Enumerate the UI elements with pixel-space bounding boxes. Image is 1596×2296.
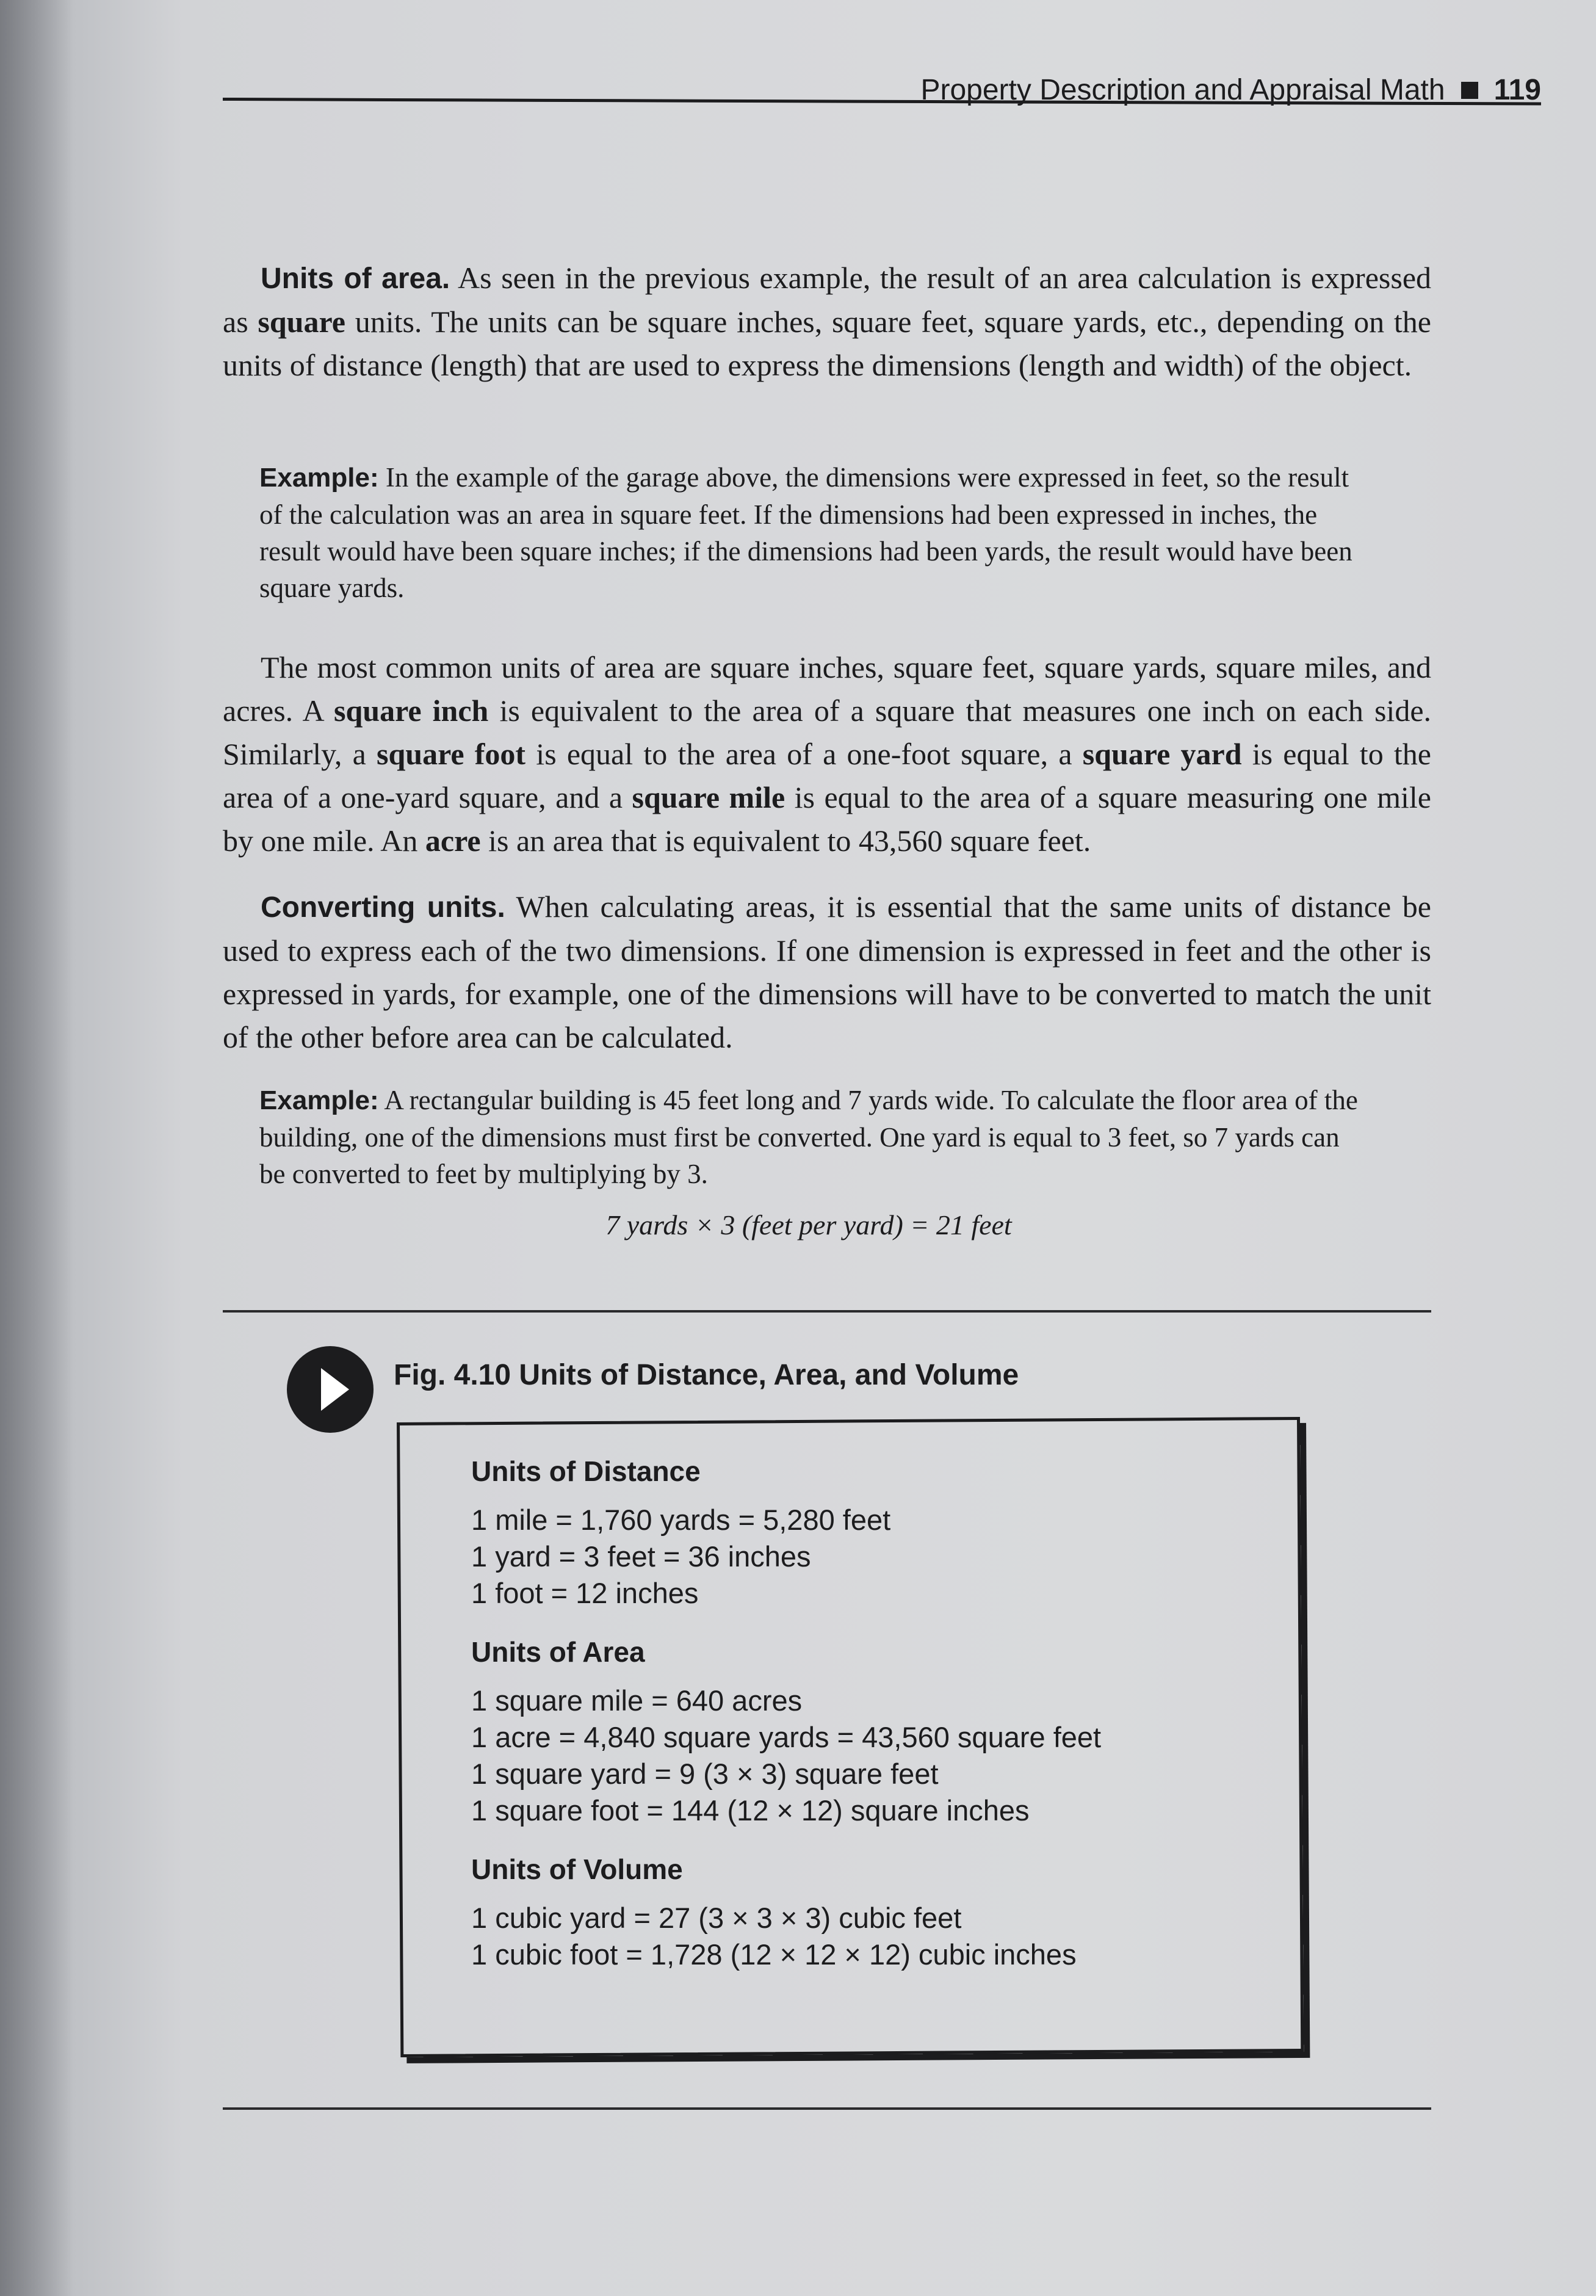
square-bullet-icon <box>1461 82 1478 99</box>
example-text: A rectangular building is 45 feet long and 7 yards wide. To calculate the floor area of the building, one of the dimensions must first be converted. One yard is equal to 3 feet, so 7 yards can be converted to feet by multiplying by 3. <box>259 1085 1358 1189</box>
conversion-line: 1 acre = 4,840 square yards = 43,560 square feet <box>471 1721 1102 1753</box>
conversion-line: 1 foot = 12 inches <box>471 1577 699 1609</box>
converting-units-heading: Converting units. <box>261 891 505 924</box>
common-units-paragraph <box>223 646 1431 863</box>
running-header <box>920 73 1541 107</box>
units-of-area-heading: Units of area. <box>261 263 450 295</box>
section-divider <box>223 1310 1431 1313</box>
paragraph-text: is equivalent to the area of a square that measures one inch on each side. Similarly, a <box>223 694 1432 771</box>
term-square-mile: square mile <box>632 780 785 814</box>
bottom-divider <box>223 2107 1431 2110</box>
paragraph-text: is equal to the area of a one-foot square, a <box>525 737 1083 771</box>
units-of-area-paragraph <box>223 256 1431 387</box>
section-heading: Units of Distance <box>471 1455 701 1487</box>
conversion-formula: 7 yards × 3 (feet per yard) = 21 feet <box>605 1209 1012 1240</box>
conversion-line: 1 yard = 3 feet = 36 inches <box>471 1540 811 1573</box>
conversion-line: 1 cubic foot = 1,728 (12 × 12 × 12) cubic inches <box>471 1938 1077 1971</box>
page-gutter-shadow <box>0 0 73 2296</box>
term-square-foot: square foot <box>377 737 526 771</box>
play-arrow-icon <box>287 1346 374 1433</box>
example-label: Example: <box>259 1085 379 1115</box>
figure-content <box>471 1453 1289 1995</box>
conversion-line: 1 square foot = 144 (12 × 12) square inches <box>471 1794 1030 1827</box>
header-title: Property Description and Appraisal Math <box>920 74 1445 106</box>
conversion-line: 1 mile = 1,760 yards = 5,280 feet <box>471 1504 891 1536</box>
example-text: In the example of the garage above, the dimensions were expressed in feet, so the result of the calculation was an area in square feet. If the dimensions had been expressed in inches, the result would have been square inches; if the dimensions had been yards, the result would have been square yards. <box>259 462 1352 603</box>
conversion-line: 1 square yard = 9 (3 × 3) square feet <box>471 1758 939 1790</box>
paragraph-text: units. The units can be square inches, square feet, square yards, etc., depending on the units of distance (length) that are used to express the dimensions (length and width) of the object. <box>223 305 1431 382</box>
units-of-distance-section <box>471 1453 1289 1612</box>
section-heading: Units of Volume <box>471 1853 683 1885</box>
term-square-yard: square yard <box>1082 737 1242 771</box>
paragraph-text: As seen in the previous example, the result of an area calculation is expressed as <box>223 261 1432 339</box>
paragraph-text: is equal to the area of a square measuring one mile by one mile. An <box>223 780 1431 858</box>
example-garage <box>259 459 1358 606</box>
converting-units-paragraph <box>223 885 1431 1059</box>
paragraph-text: is an area that is equivalent to 43,560 square feet. <box>480 824 1091 858</box>
conversion-line: 1 square mile = 640 acres <box>471 1684 803 1717</box>
figure-caption: Fig. 4.10 Units of Distance, Area, and Volume <box>394 1359 1019 1391</box>
example-building <box>259 1082 1358 1192</box>
paragraph-text: When calculating areas, it is essential that the same units of distance be used to express each of the two dimensions. If one dimension is expressed in feet and the other is expressed in yards, for example, one of the dimensions will have to be converted to match the unit of the other before area can be calculated. <box>223 889 1431 1054</box>
term-acre: acre <box>425 824 481 858</box>
term-square: square <box>258 305 345 339</box>
units-of-volume-section <box>471 1851 1289 1973</box>
page-number: 119 <box>1493 74 1541 106</box>
section-heading: Units of Area <box>471 1636 645 1668</box>
term-square-inch: square inch <box>334 694 489 728</box>
example-label: Example: <box>259 463 379 493</box>
conversion-line: 1 cubic yard = 27 (3 × 3 × 3) cubic feet <box>471 1902 962 1934</box>
paragraph-text: is equal to the area of a one-yard square, and a <box>223 737 1431 814</box>
paragraph-text: The most common units of area are square inches, square feet, square yards, square miles, and acres. A <box>223 650 1431 728</box>
units-of-area-section <box>471 1634 1289 1829</box>
